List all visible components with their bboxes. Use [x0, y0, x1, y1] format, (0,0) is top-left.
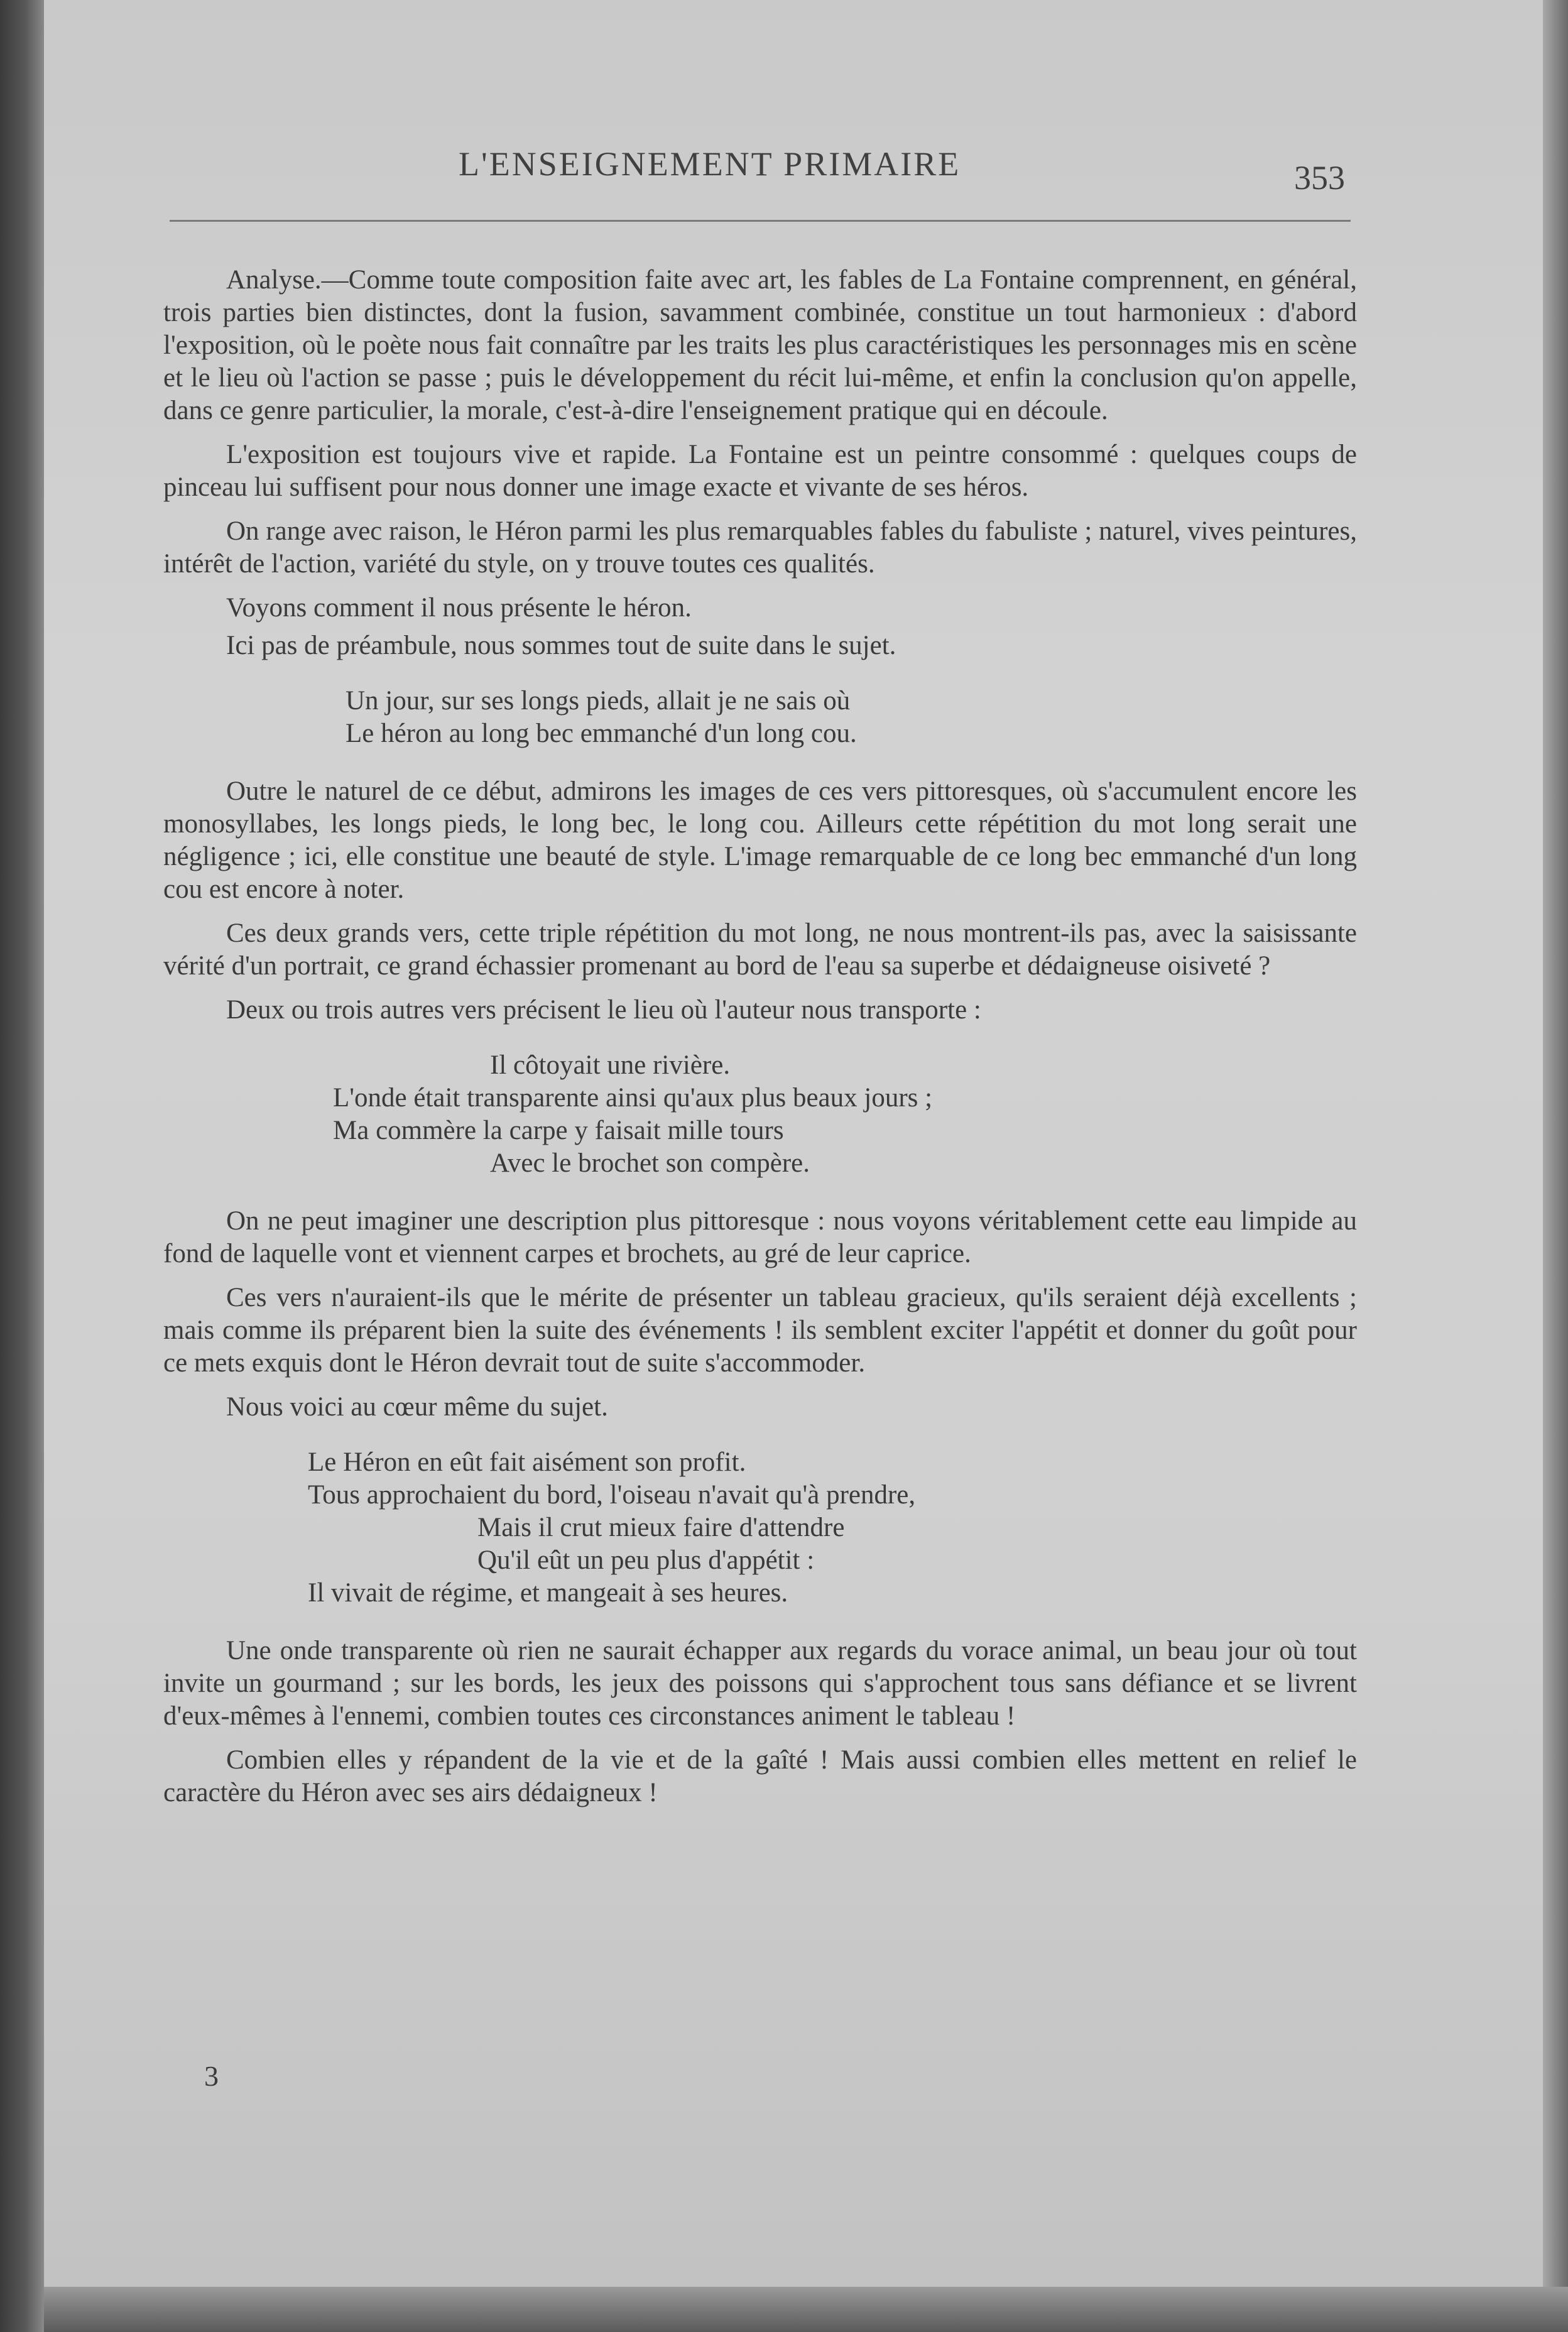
- verse-line: L'onde était transparente ainsi qu'aux plus beaux jours ;: [333, 1083, 933, 1113]
- verse-line: Qu'il eût un peu plus d'appétit :: [477, 1545, 815, 1575]
- verse-block-2: [163, 1049, 1357, 1180]
- book-spine: [0, 0, 44, 2332]
- paragraph-preambule: Ici pas de préambule, nous sommes tout de suite dans le sujet.: [226, 631, 896, 660]
- paragraph-gaite: Combien elles y répandent de la vie et de la gaîté ! Mais aussi combien elles mettent en relief le caractère du Héron avec ses airs dédaigneux !: [163, 1745, 1357, 1807]
- page-body: [163, 264, 1357, 1821]
- paragraph-onde: Une onde transparente où rien ne saurait échapper aux regards du vorace animal, un beau jour où tout invite un gourmand ; sur les bords, les jeux des poissons qui s'approchent tous sans défiance et se livrent d'eux-mêmes à l'ennemi, combien toutes ces circonstances animent le tableau !: [163, 1636, 1357, 1731]
- paragraph-voyons: Voyons comment il nous présente le héron.: [226, 593, 692, 623]
- verse-block-3: [163, 1446, 1357, 1610]
- verse-block-1: [163, 685, 1357, 750]
- paragraph-naturel: Outre le naturel de ce début, admirons les images de ces vers pittoresques, où s'accumulent encore les monosyllabes, les longs pieds, le long bec, le long cou. Ailleurs cette répétition du mot long serait une négligence ; ici, elle constitue une beauté de style. L'image remarquable de ce long bec emmanché d'un long cou est encore à noter.: [163, 776, 1357, 904]
- verse-line: Le héron au long bec emmanché d'un long cou.: [346, 719, 857, 748]
- paragraph-heron: On range avec raison, le Héron parmi les plus remarquables fables du fabuliste ; naturel, vives peintures, intérêt de l'action, variété du style, on y trouve toutes ces qualités.: [163, 516, 1357, 579]
- paragraph-exposition: L'exposition est toujours vive et rapide. La Fontaine est un peintre consommé : quelques coups de pinceau lui suffisent pour nous donner une image exacte et vivante de ses héros.: [163, 440, 1357, 502]
- page-header: [44, 144, 1543, 201]
- paragraph-repetition: Ces deux grands vers, cette triple répétition du mot long, ne nous montrent-ils pas, avec la saisissante vérité d'un portrait, ce grand échassier promenant au bord de l'eau sa superbe et dédaigneuse oisiveté ?: [163, 918, 1357, 981]
- page-edge: [1543, 0, 1568, 2332]
- verse-line: Un jour, sur ses longs pieds, allait je ne sais où: [346, 686, 851, 716]
- verse-line: Il côtoyait une rivière.: [490, 1050, 731, 1080]
- verse-line: Avec le brochet son compère.: [490, 1148, 810, 1178]
- paragraph-analyse: Analyse.—Comme toute composition faite avec art, les fables de La Fontaine comprennent, en général, trois parties bien distinctes, dont la fusion, savamment combinée, constitue un tout harmonieux : d'abord l'exposition, où le poète nous fait connaître par les traits les plus caractéristiques les personnages mis en scène et le lieu où l'action se passe ; puis le développement du récit lui-même, et enfin la conclusion qu'on appelle, dans ce genre particulier, la morale, c'est-à-dire l'enseignement pratique qui en découle.: [163, 265, 1357, 425]
- verse-line: Mais il crut mieux faire d'attendre: [477, 1513, 845, 1542]
- verse-line: Le Héron en eût fait aisément son profit.: [308, 1447, 746, 1477]
- paragraph-lieu: Deux ou trois autres vers précisent le lieu où l'auteur nous transporte :: [226, 995, 981, 1025]
- paragraph-coeur: Nous voici au cœur même du sujet.: [226, 1392, 608, 1422]
- paragraph-description: On ne peut imaginer une description plus pittoresque : nous voyons véritablement cette eau limpide au fond de laquelle vont et viennent carpes et brochets, au gré de leur caprice.: [163, 1206, 1357, 1268]
- header-rule: [170, 220, 1351, 222]
- paragraph-merite: Ces vers n'auraient-ils que le mérite de présenter un tableau gracieux, qu'ils seraient déjà excellents ; mais comme ils préparent bien la suite des événements ! ils semblent exciter l'appétit et donner du goût pour ce mets exquis dont le Héron devrait tout de suite s'accommoder.: [163, 1283, 1357, 1378]
- page-number: 353: [1294, 159, 1345, 197]
- verse-line: Il vivait de régime, et mangeait à ses heures.: [308, 1578, 788, 1608]
- verse-line: Ma commère la carpe y faisait mille tours: [333, 1116, 784, 1145]
- signature-mark: 3: [204, 2060, 219, 2092]
- page-bottom-shadow: [44, 2287, 1568, 2332]
- book-page: [44, 0, 1543, 2287]
- verse-line: Tous approchaient du bord, l'oiseau n'avait qu'à prendre,: [308, 1480, 916, 1510]
- running-title: L'ENSEIGNEMENT PRIMAIRE: [459, 145, 961, 183]
